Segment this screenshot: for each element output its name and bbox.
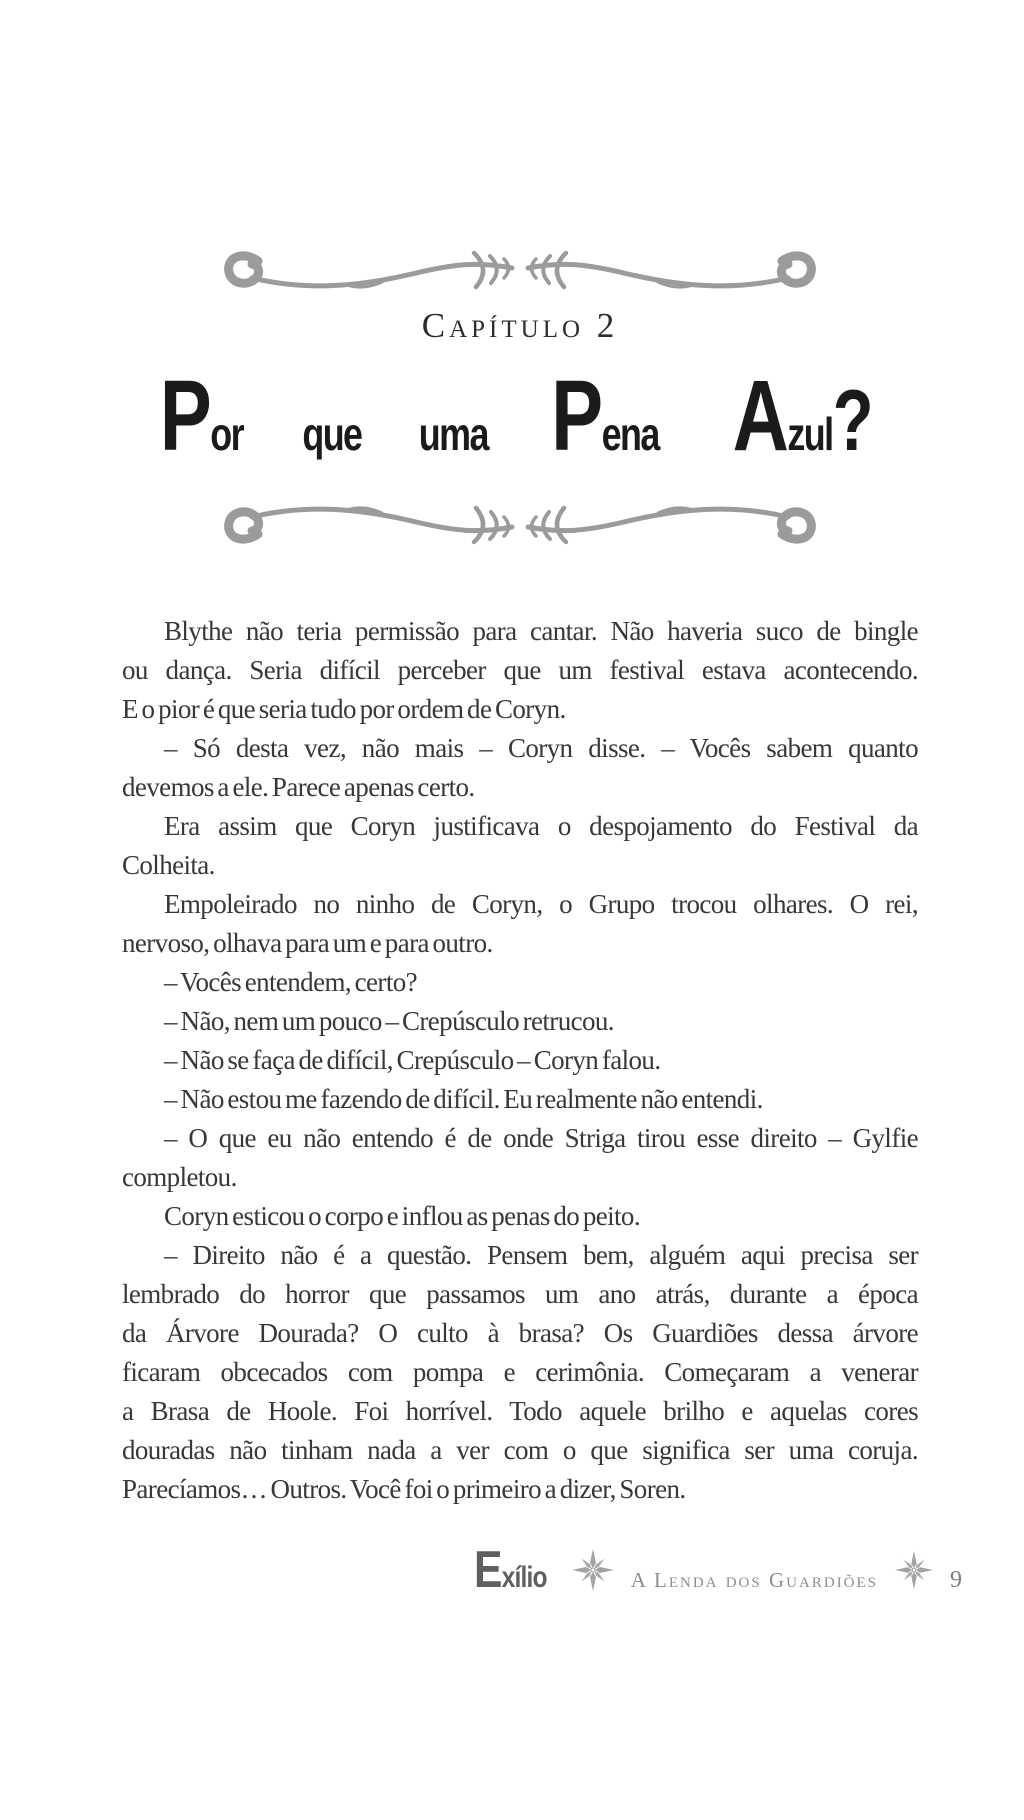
snowflake-star-icon [894,1550,934,1595]
body-line: – Só desta vez, não mais – Coryn disse. – Vocês sabem quanto [164,733,918,763]
flourish-bottom-icon [222,503,818,549]
body-line: – Não, nem um pouco – Crepúsculo retrucou. [164,1006,614,1036]
paragraph [122,729,918,807]
body-line: Empoleirado no ninho de Coryn, o Grupo trocou olhares. O rei, [164,889,918,919]
body-line: Coryn esticou o corpo e inflou as penas do peito. [164,1201,640,1231]
body-line: Colheita. [122,850,215,880]
body-line: ou dança. Seria difícil perceber que um festival estava acontecendo. [122,655,918,685]
paragraph [122,1119,918,1197]
body-line: – Não estou me fazendo de difícil. Eu realmente não entendi. [164,1084,763,1114]
paragraph [122,1002,918,1041]
body-line: – Não se faça de difícil, Crepúsculo – Coryn falou. [164,1045,661,1075]
body-line: ficaram obcecados com pompa e cerimônia. Começaram a venerar [122,1357,918,1387]
book-title-logo: Exílio [474,1541,547,1599]
body-line: devemos a ele. Parece apenas certo. [122,772,475,802]
body-line: completou. [122,1162,237,1192]
body-line: lembrado do horror que passamos um ano atrás, durante a época [122,1279,918,1309]
body-line: a Brasa de Hoole. Foi horrível. Todo aquele brilho e aquelas cores [122,1396,918,1426]
title-word: que [302,408,362,460]
body-line: Parecíamos… Outros. Você foi o primeiro a dizer, Soren. [122,1474,686,1504]
flourish-top-icon [222,246,818,292]
paragraph [122,1080,918,1119]
body-line: – O que eu não entendo é de onde Striga tirou esse direito – Gylfie [164,1123,918,1153]
body-line: – Vocês entendem, certo? [164,967,418,997]
paragraph [122,612,918,729]
series-title: A Lenda dos Guardiões [630,1568,878,1592]
paragraph [122,807,918,885]
paragraph [122,1197,918,1236]
title-word: Azul? [732,360,873,472]
body-line: Blythe não teria permissão para cantar. Não haveria suco de bingle [164,616,918,646]
body-line: nervoso, olhava para um e para outro. [122,928,493,958]
paragraph [122,885,918,963]
paragraph [122,1236,918,1509]
chapter-label: Capítulo 2 [421,306,619,345]
paragraph [122,1041,918,1080]
body-line: da Árvore Dourada? O culto à brasa? Os Guardiões dessa árvore [122,1318,918,1348]
body-line: Era assim que Coryn justificava o despojamento do Festival da [164,811,918,841]
paragraph [122,963,918,1002]
body-text [122,612,918,1509]
snowflake-star-icon [571,1548,615,1597]
body-line: douradas não tinham nada a ver com o que significa ser uma coruja. [122,1435,918,1465]
title-word: uma [418,408,488,460]
title-word: Pena [551,360,660,472]
chapter-title [148,360,892,472]
body-line: E o pior é que seria tudo por ordem de Coryn. [122,694,566,724]
page-number: 9 [950,1567,962,1593]
title-word: Por [159,360,243,472]
body-line: – Direito não é a questão. Pensem bem, alguém aqui precisa ser [164,1240,918,1270]
page-footer [466,1541,962,1599]
